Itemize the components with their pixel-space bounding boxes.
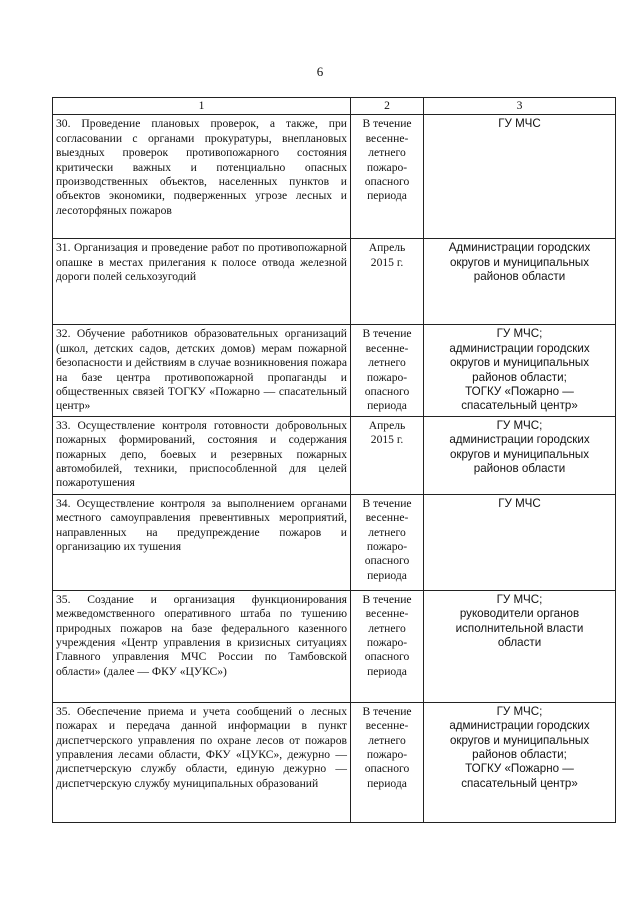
responsible-line: округов и муниципальных: [449, 733, 590, 747]
period-cell: [351, 115, 424, 239]
responsible-line: ТОГКУ «Пожарно —: [465, 385, 574, 399]
period-line: Апрель: [368, 418, 406, 432]
responsible-line: районов области;: [472, 748, 567, 762]
period-line: опасного: [364, 650, 410, 664]
responsible-line: ГУ МЧС;: [496, 704, 543, 718]
table-row: [53, 494, 616, 590]
responsible-line: ГУ МЧС: [498, 496, 541, 510]
responsible-line: ГУ МЧС;: [496, 418, 543, 432]
responsible-line: спасательный центр»: [461, 776, 578, 790]
period-line: летнего: [368, 356, 406, 370]
responsible-line: спасательный центр»: [461, 399, 578, 413]
responsible-line: районов области: [473, 462, 566, 476]
period-cell: [351, 590, 424, 702]
table-row: [53, 115, 616, 239]
responsible-cell: [424, 590, 616, 702]
responsible-line: администрации городских: [449, 341, 590, 355]
period-line: летнего: [368, 733, 406, 747]
period-line: весенне-: [365, 511, 409, 525]
period-line: Апрель: [368, 241, 406, 255]
period-line: периода: [367, 568, 407, 582]
period-line: весенне-: [365, 341, 409, 355]
period-line: весенне-: [365, 131, 409, 145]
responsible-cell: [424, 115, 616, 239]
table-row: [53, 325, 616, 416]
column-header-2: 2: [351, 98, 424, 115]
period-line: летнего: [368, 525, 406, 539]
period-cell: [351, 702, 424, 822]
table-header-row: [53, 98, 616, 115]
table-row: [53, 416, 616, 494]
period-line: 2015 г.: [370, 255, 404, 269]
period-cell: [351, 416, 424, 494]
activity-cell: 32. Обучение работников образовательных организаций (школ, детских садов, детских домов) мерам пожарной безопасности и действиям в случае возникновения пожара на базе центра противопожарной пропаганды и общественных связей ТОГКУ «Пожарно — спасательный центр»: [53, 325, 351, 416]
period-line: В течение: [362, 327, 412, 341]
table-row: [53, 590, 616, 702]
column-header-1: 1: [53, 98, 351, 115]
period-line: В течение: [362, 704, 412, 718]
responsible-line: округов и муниципальных: [449, 447, 590, 461]
column-header-3: 3: [424, 98, 616, 115]
period-line: пожаро-: [366, 370, 408, 384]
activity-cell: 34. Осуществление контроля за выполнением органами местного самоуправления превентивных мероприятий, направленных на предупреждение пожаров и организацию их тушения: [53, 494, 351, 590]
period-line: пожаро-: [366, 540, 408, 554]
responsible-cell: [424, 494, 616, 590]
period-line: опасного: [364, 554, 410, 568]
activity-cell: 31. Организация и проведение работ по противопожарной опашке в местах прилегания к полосе отвода железной дороги полей сельхозугодий: [53, 239, 351, 325]
period-line: опасного: [364, 175, 410, 189]
responsible-line: Администрации городских: [448, 241, 591, 255]
period-line: периода: [367, 664, 407, 678]
period-line: 2015 г.: [370, 433, 404, 447]
period-cell: [351, 239, 424, 325]
period-line: В течение: [362, 496, 412, 510]
period-line: пожаро-: [366, 636, 408, 650]
activity-cell: 35. Обеспечение приема и учета сообщений о лесных пожарах и передача данной информации в пункт диспетчерского управления по охране лесов от пожаров управления лесами области, ФКУ «ЦУКС», дежурно — диспетчерскую службу области, единую дежурно — диспетчерскую службу муниципальных образований: [53, 702, 351, 822]
period-line: пожаро-: [366, 160, 408, 174]
responsible-line: ГУ МЧС: [498, 117, 541, 131]
period-line: весенне-: [365, 719, 409, 733]
period-line: В течение: [362, 117, 412, 131]
responsible-line: администрации городских: [449, 433, 590, 447]
responsible-line: районов области;: [472, 370, 567, 384]
responsible-line: исполнительной власти: [455, 621, 584, 635]
activity-cell: 30. Проведение плановых проверок, а также, при согласовании с органами прокуратуры, внеплановых выездных проверок противопожарного состояния критически важных и потенциально опасных производственных объектов, населенных пунктов и объектов экономики, подверженных угрозе лесных и лесоторфяных пожаров: [53, 115, 351, 239]
period-line: периода: [367, 189, 407, 203]
period-line: летнего: [368, 146, 406, 160]
responsible-line: ТОГКУ «Пожарно —: [465, 762, 574, 776]
period-line: опасного: [364, 762, 410, 776]
period-line: опасного: [364, 385, 410, 399]
period-line: периода: [367, 776, 407, 790]
responsible-line: ГУ МЧС;: [496, 327, 543, 341]
period-cell: [351, 494, 424, 590]
responsible-line: области: [497, 636, 542, 650]
table-row: [53, 239, 616, 325]
responsible-cell: [424, 416, 616, 494]
responsible-line: округов и муниципальных: [449, 356, 590, 370]
period-cell: [351, 325, 424, 416]
responsible-line: руководители органов: [459, 607, 580, 621]
period-line: периода: [367, 399, 407, 413]
table-row: [53, 702, 616, 822]
responsible-cell: [424, 325, 616, 416]
activity-cell: 33. Осуществление контроля готовности добровольных пожарных формирований, состояния и содержания пожарных депо, боевых и резервных пожарных автомобилей, техники, приспособленной для целей пожаротушения: [53, 416, 351, 494]
responsible-line: администрации городских: [449, 719, 590, 733]
period-line: В течение: [362, 592, 412, 606]
responsible-line: ГУ МЧС;: [496, 592, 543, 606]
responsible-line: районов области: [473, 270, 566, 284]
page-number: 6: [316, 64, 324, 79]
activity-cell: 35. Создание и организация функционирования межведомственного оперативного штаба по тушению природных пожаров на базе федерального казенного учреждения «Центр управления в кризисных ситуациях Главного управления МЧС России по Тамбовской области» (далее — ФКУ «ЦУКС»): [53, 590, 351, 702]
responsible-cell: [424, 239, 616, 325]
responsible-line: округов и муниципальных: [449, 255, 590, 269]
activity-plan-table: [52, 97, 616, 823]
period-line: летнего: [368, 621, 406, 635]
responsible-cell: [424, 702, 616, 822]
period-line: пожаро-: [366, 748, 408, 762]
period-line: весенне-: [365, 607, 409, 621]
